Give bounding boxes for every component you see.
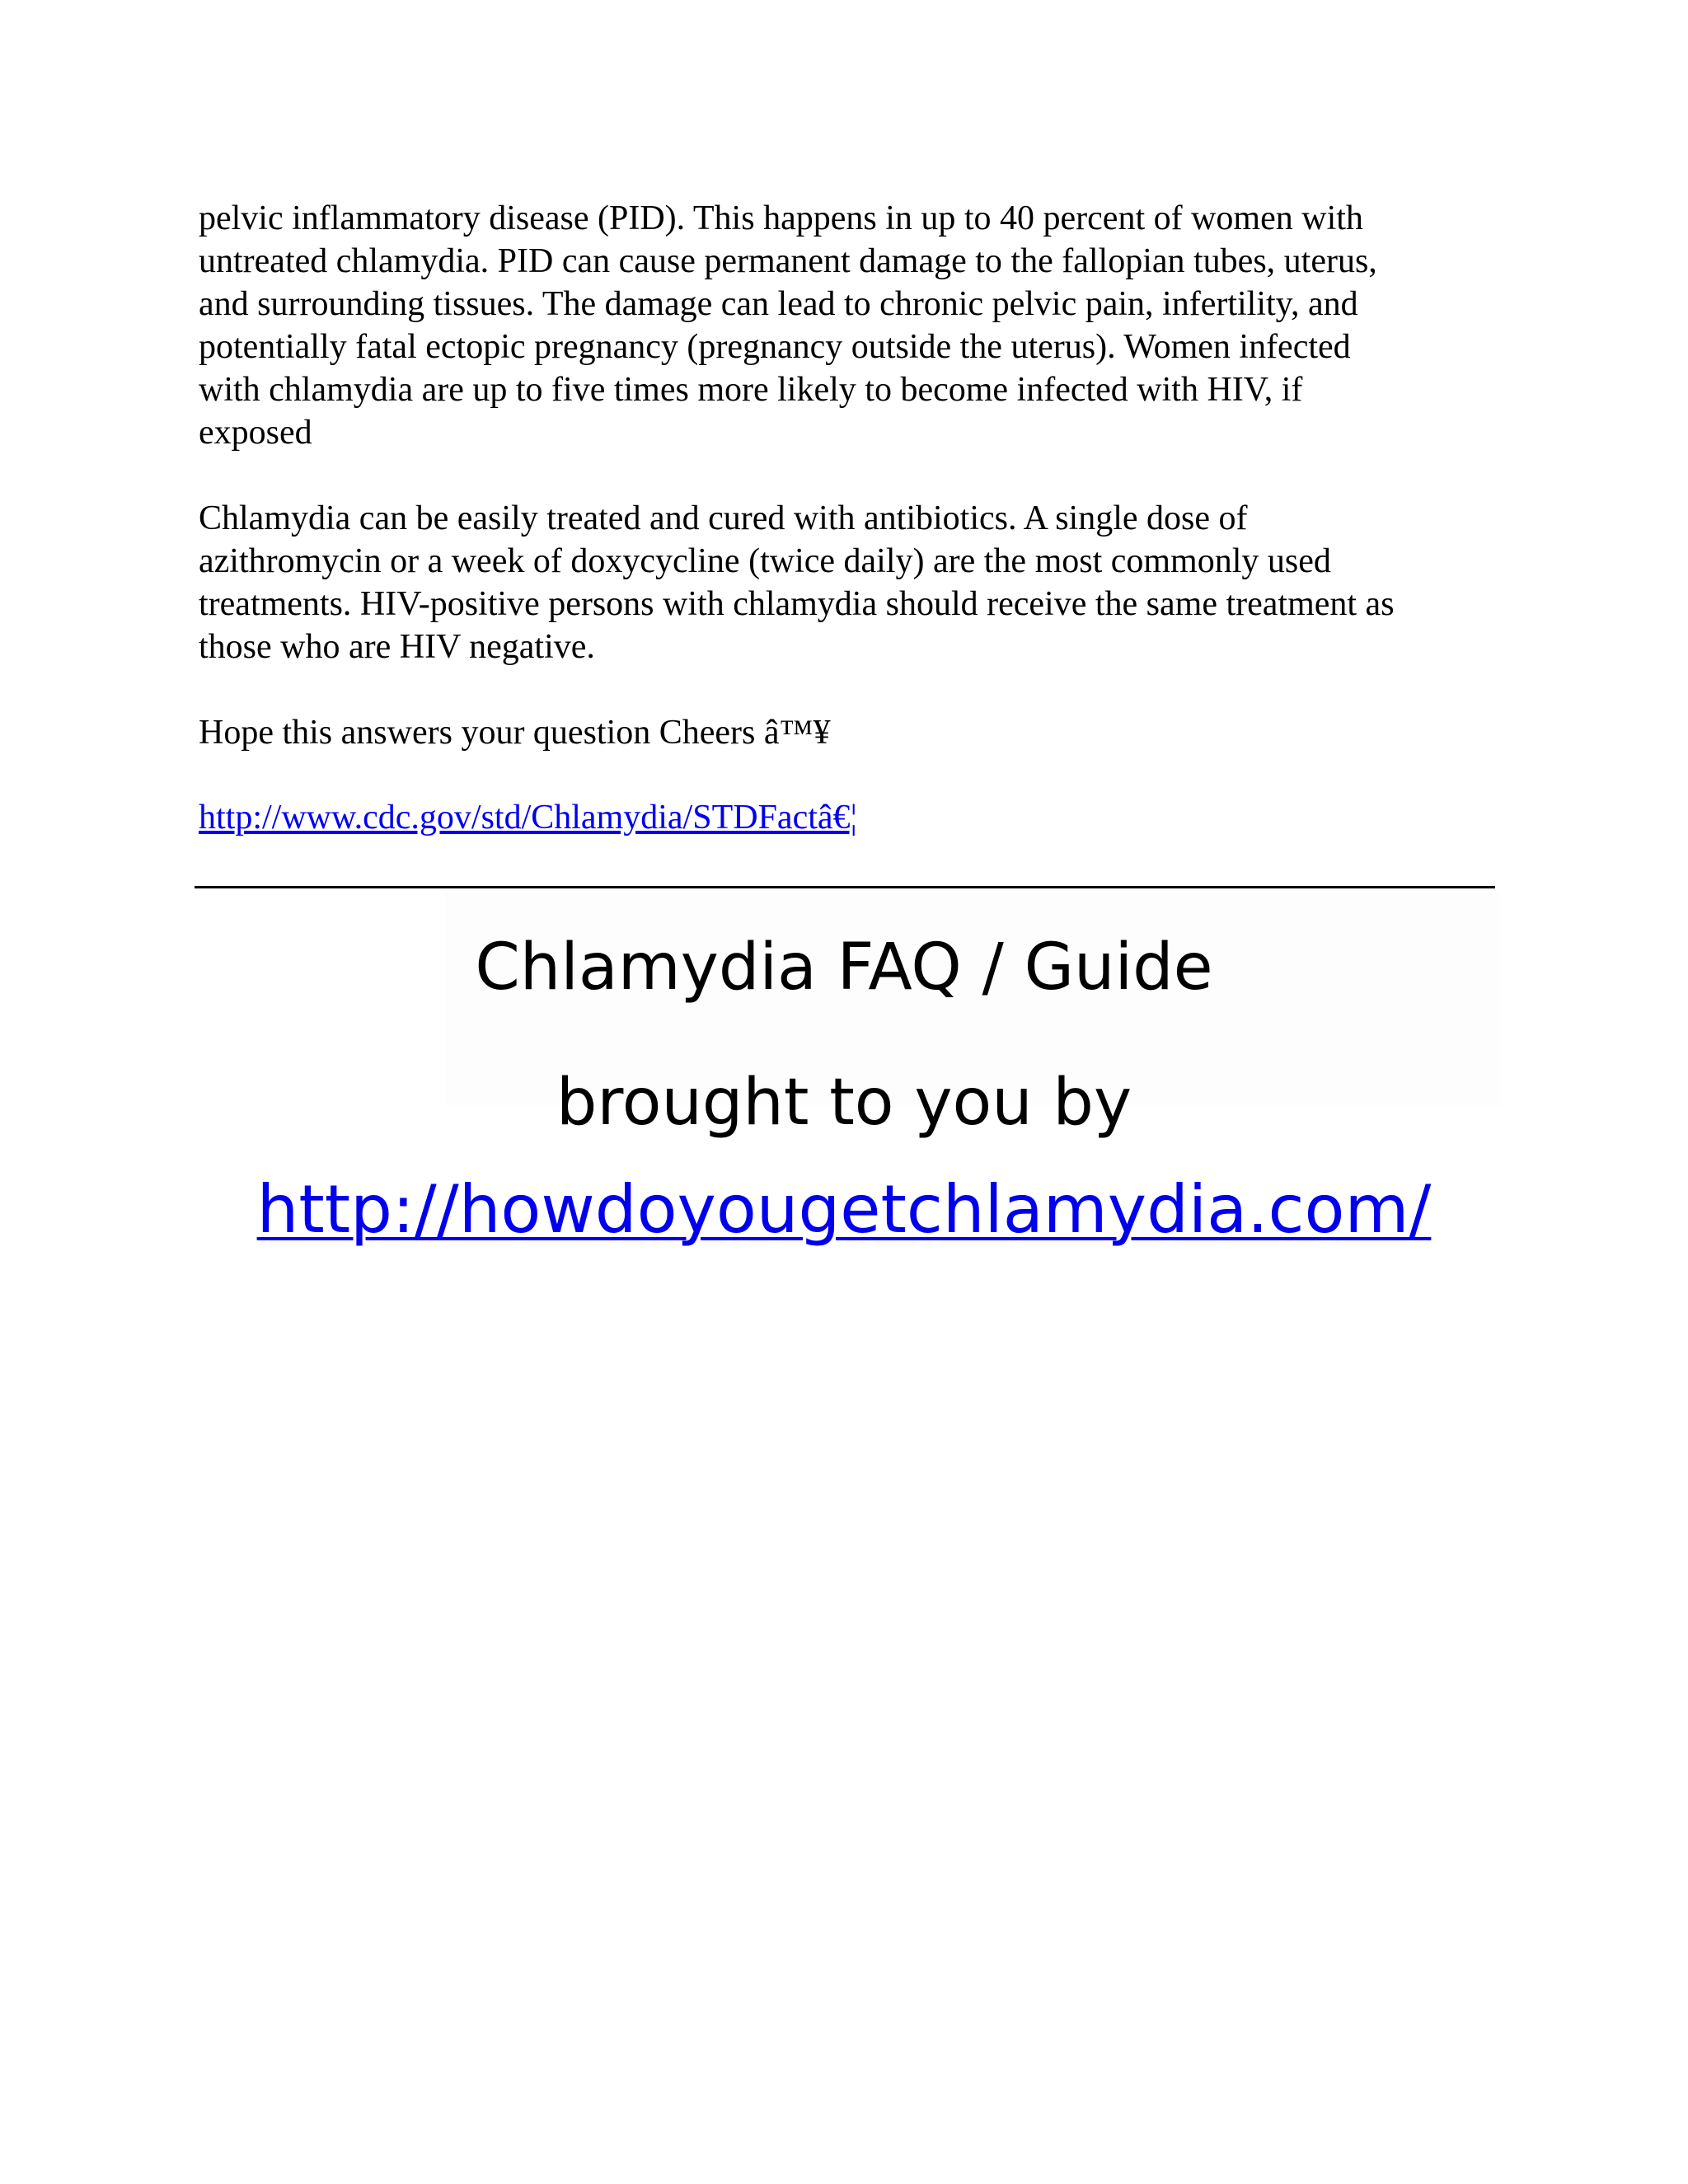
paragraph-treatment <box>199 497 1501 668</box>
section-divider <box>195 886 1495 888</box>
paragraph-line: with chlamydia are up to five times more likely to become infected with HIV, if <box>199 371 1303 409</box>
paragraph-line: Hope this answers your question Cheers â™¥ <box>199 714 831 752</box>
paragraph-line: azithromycin or a week of doxycycline (twice daily) are the most commonly used <box>199 542 1331 580</box>
paragraph-line: untreated chlamydia. PID can cause permanent damage to the fallopian tubes, uterus, <box>199 242 1377 280</box>
promo-website-link[interactable]: http://howdoyougetchlamydia.com/ <box>256 1171 1432 1248</box>
paragraph-line: treatments. HIV-positive persons with chlamydia should receive the same treatment as <box>199 585 1395 623</box>
paragraph-line: Chlamydia can be easily treated and cured with antibiotics. A single dose of <box>199 499 1248 537</box>
paragraph-line: pelvic inflammatory disease (PID). This happens in up to 40 percent of women with <box>199 199 1363 237</box>
paragraph-closing <box>199 711 1501 754</box>
promo-subtitle: brought to you by <box>556 1066 1132 1140</box>
promo-link-container <box>0 1169 1688 1251</box>
cdc-source-link[interactable]: http://www.cdc.gov/std/Chlamydia/STDFactâ€¦ <box>199 799 857 837</box>
promo-title: Chlamydia FAQ / Guide <box>475 930 1213 1005</box>
paragraph-pid-complications <box>199 197 1501 454</box>
paragraph-line: those who are HIV negative. <box>199 628 595 666</box>
paragraph-line: potentially fatal ectopic pregnancy (pregnancy outside the uterus). Women infected <box>199 328 1351 366</box>
paragraph-line: exposed <box>199 414 312 452</box>
paragraph-line: and surrounding tissues. The damage can lead to chronic pelvic pain, infertility, and <box>199 285 1358 323</box>
